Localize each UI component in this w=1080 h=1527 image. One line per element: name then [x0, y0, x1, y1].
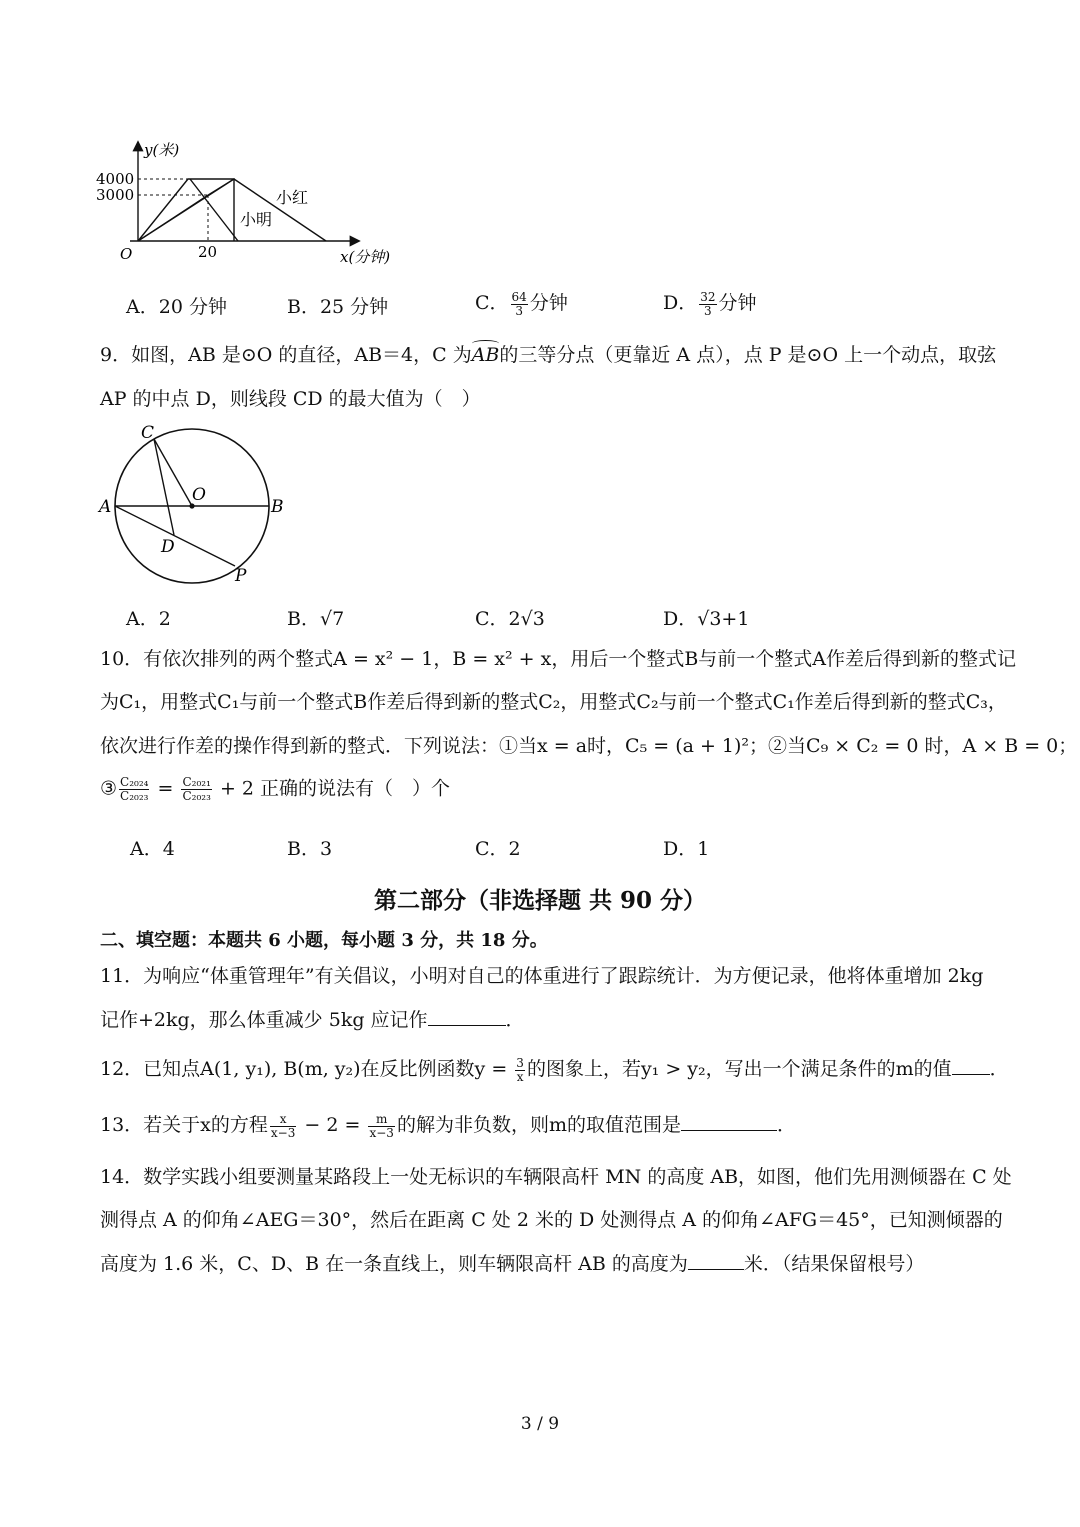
q8-distance-time-graph	[90, 135, 410, 270]
part2-title: 第二部分（非选择题 共 90 分）	[373, 887, 707, 914]
label-a: A	[99, 497, 112, 517]
q8-option-d: D． $\frac{32}{3}$ 分钟	[663, 289, 757, 318]
label-c: C	[141, 423, 155, 443]
q13-line: 13．若关于x的方程 $\frac{x}{x-3}$ − 2 = $\frac{m}{x-3}$ 的解为非负数，则m的取值范围是 ．	[100, 1111, 796, 1140]
q12-answer-blank[interactable]	[952, 1056, 990, 1075]
q9-option-c: C．2√3	[475, 608, 545, 630]
q10-option-a: A．4	[130, 838, 175, 860]
q10-line3: 依次进行作差的操作得到新的整式．下列说法：①当x = a时，C₅ = (a + 1)²；②当C₉ × C₂ = 0 时，A × B = 0；	[100, 735, 1078, 757]
arc-ab: AB	[472, 344, 500, 366]
label-d: D	[161, 537, 175, 557]
origin-label: O	[120, 245, 133, 263]
label-p: P	[235, 566, 247, 586]
q11-answer-blank[interactable]	[428, 1007, 506, 1026]
q9-circle-figure	[95, 418, 295, 590]
q13-answer-blank[interactable]	[681, 1112, 777, 1131]
q9-option-d: D．√3+1	[663, 608, 750, 630]
q8-option-b: B．25 分钟	[287, 296, 389, 318]
q14-answer-blank[interactable]	[688, 1251, 744, 1270]
y-tick-4000: 4000	[96, 170, 135, 188]
q14-line1: 14．数学实践小组要测量某路段上一处无标识的车辆限高杆 MN 的高度 AB，如图，他们先用测倾器在 C 处	[100, 1166, 1012, 1188]
q9-option-b: B．√7	[287, 608, 345, 630]
q12-line: 12．已知点A(1, y₁), B(m, y₂)在反比例函数y = $\frac{3}{x}$ 的图象上，若y₁ > y₂，写出一个满足条件的m的值 ．	[100, 1055, 1009, 1084]
line-label-xiaoming: 小明	[240, 210, 273, 229]
q8-option-c: C． $\frac{64}{3}$ 分钟	[475, 289, 568, 318]
q10-option-b: B．3	[287, 838, 333, 860]
q10-option-c: C．2	[475, 838, 521, 860]
label-b: B	[271, 497, 284, 517]
line-label-xiaohong: 小红	[276, 188, 309, 207]
q10-line4: ③ $\frac{\text{C₂₀₂₄}}{\text{C₂₀₂₃}}$ = $\frac{\text{C₂₀₂₁}}{\text{C₂₀₂₃}}$ + 2 正确的说法有（ ）个	[100, 775, 451, 803]
section2-heading: 二、填空题：本题共 6 小题，每小题 3 分，共 18 分。	[100, 930, 548, 951]
y-axis-label: y(米)	[144, 141, 180, 159]
q11-line2: 记作+2kg，那么体重减少 5kg 应记作 ．	[100, 1009, 525, 1031]
x-axis-label: x(分钟)	[340, 248, 391, 266]
label-o: O	[192, 485, 206, 505]
q10-option-d: D．1	[663, 838, 710, 860]
y-tick-3000: 3000	[96, 186, 135, 204]
q9-option-a: A．2	[126, 608, 171, 630]
page-number: 3 / 9	[520, 1414, 560, 1434]
q11-line1: 11．为响应“体重管理年”有关倡议，小明对自己的体重进行了跟踪统计．为方便记录，他将体重增加 2kg	[100, 965, 984, 987]
q9-stem-line1: 9．如图，AB 是⊙O 的直径，AB＝4，C 为 AB的三等分点（更靠近 A 点），点 P 是⊙O 上一个动点，取弦	[100, 343, 996, 367]
q10-line2: 为C₁，用整式C₁与前一个整式B作差后得到新的整式C₂，用整式C₂与前一个整式C₁作差后得到新的整式C₃，	[100, 691, 1007, 713]
x-tick-20: 20	[198, 243, 218, 261]
q10-line1: 10．有依次排列的两个整式A = x² − 1，B = x² + x，用后一个整式B与前一个整式A作差后得到新的整式记	[100, 648, 1017, 670]
q14-line2: 测得点 A 的仰角∠AEG＝30°，然后在距离 C 处 2 米的 D 处测得点 A 的仰角∠AFG＝45°，已知测倾器的	[100, 1209, 1003, 1231]
q14-line3: 高度为 1.6 米，C、D、B 在一条直线上，则车辆限高杆 AB 的高度为 米．（结果保留根号）	[100, 1253, 925, 1275]
q9-stem-line2: AP 的中点 D，则线段 CD 的最大值为（ ）	[100, 388, 481, 410]
q8-option-a: A．20 分钟	[126, 296, 227, 318]
